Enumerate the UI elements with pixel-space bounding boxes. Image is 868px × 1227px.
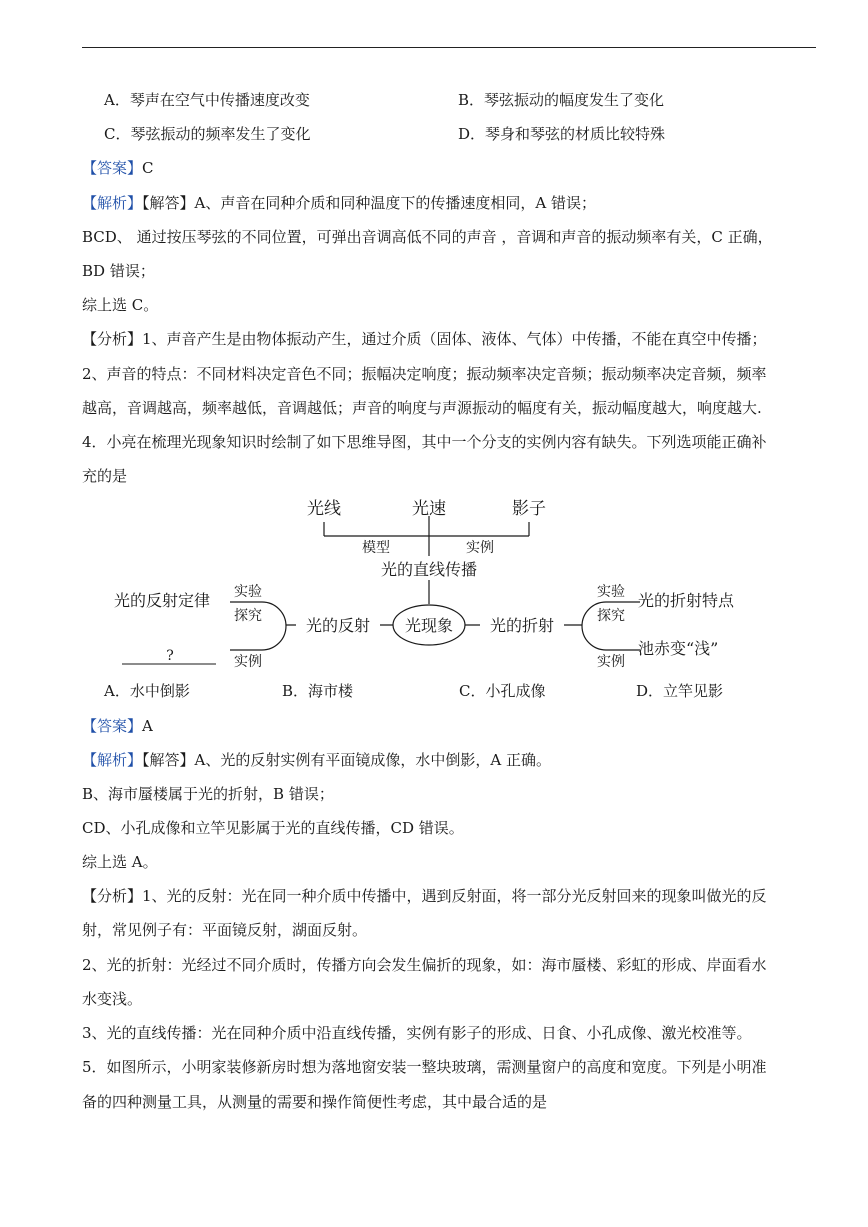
reflection-node: 光的反射 xyxy=(305,616,371,635)
q4-option-a: A．水中倒影 xyxy=(104,682,190,700)
q3-answer xyxy=(82,158,154,178)
blank-question-mark: ? xyxy=(166,648,174,664)
q4-solution-line-1 xyxy=(82,750,551,770)
pool-shallow-node: 池赤变“浅” xyxy=(638,639,719,658)
left-example-label: 实例 xyxy=(234,654,262,670)
q3-option-a: A．琴声在空气中传播速度改变 xyxy=(104,91,310,109)
q3-analysis-line-1: 【分析】1、声音产生是由物体振动产生，通过介质（固体、液体、气体）中传播，不能在真空中传播； xyxy=(82,330,767,348)
right-experiment-label: 实验 xyxy=(597,584,625,600)
q3-option-b: B．琴弦振动的幅度发生了变化 xyxy=(458,91,665,109)
top-node-light-ray: 光线 xyxy=(307,499,341,519)
right-explore-label: 探究 xyxy=(597,608,625,624)
straight-propagation-node: 光的直线传播 xyxy=(380,560,478,579)
header-rule xyxy=(82,47,816,48)
answer-value: A xyxy=(142,717,153,735)
q4-solution-line-3: CD、小孔成像和立竿见影属于光的直线传播，CD 错误。 xyxy=(82,819,464,837)
q4-option-d: D．立竿见影 xyxy=(636,682,724,700)
top-node-light-speed: 光速 xyxy=(412,499,446,519)
analysis-tag: 【解析】 xyxy=(82,194,143,212)
analysis-tag: 【解析】 xyxy=(82,751,143,769)
answer-tag: 【答案】 xyxy=(82,717,143,735)
top-node-shadow: 影子 xyxy=(512,499,546,519)
q3-solution-line-1 xyxy=(82,193,596,213)
reflection-law-node: 光的反射定律 xyxy=(114,591,211,610)
q3-solution-line-2: BCD、 通过按压琴弦的不同位置，可弹出音调高低不同的声音 ，音调和声音的振动频率有关，C 正确， xyxy=(82,228,773,246)
answer-value: C xyxy=(142,159,154,177)
q3-analysis-line-3: 越高，音调越高，频率越低，音调越低；声音的响度与声源振动的幅度有关，振动幅度越大，响度越大. xyxy=(82,399,762,417)
q5-stem-line-2: 备的四种测量工具，从测量的需要和操作简便性考虑，其中最合适的是 xyxy=(82,1093,548,1111)
label-example-top: 实例 xyxy=(466,540,494,556)
refraction-node: 光的折射 xyxy=(489,616,555,635)
solution-text: 【解答】A、声音在同种介质和同种温度下的传播速度相同，A 错误； xyxy=(142,194,596,212)
q4-solution-line-2: B、海市蜃楼属于光的折射，B 错误； xyxy=(82,785,334,803)
q4-stem-line-1: 4．小亮在梳理光现象知识时绘制了如下思维导图，其中一个分支的实例内容有缺失。下列选项能正确补 xyxy=(82,433,767,451)
label-model: 模型 xyxy=(362,540,390,556)
q3-solution-line-3: BD 错误； xyxy=(82,262,155,280)
q4-analysis-line-2: 射，常见例子有：平面镜反射，湖面反射。 xyxy=(82,921,368,939)
q3-conclusion: 综上选 C。 xyxy=(82,296,159,314)
q3-option-c: C．琴弦振动的频率发生了变化 xyxy=(104,125,311,143)
q4-analysis-line-4: 水变浅。 xyxy=(82,990,143,1008)
left-explore-label: 探究 xyxy=(234,608,262,624)
q5-stem-line-1: 5．如图所示，小明家装修新房时想为落地窗安装一整块玻璃，需测量窗户的高度和宽度。下列是小明准 xyxy=(82,1058,767,1076)
q4-conclusion: 综上选 A。 xyxy=(82,853,158,871)
left-experiment-label: 实验 xyxy=(234,584,262,600)
q3-analysis-line-2: 2、声音的特点：不同材料决定音色不同；振幅决定响度；振动频率决定音频；振动频率决定音频，频率 xyxy=(82,365,767,383)
q4-stem-line-2: 充的是 xyxy=(82,467,128,485)
right-example-label: 实例 xyxy=(597,654,625,670)
q4-option-b: B．海市楼 xyxy=(282,682,354,700)
top-bracket xyxy=(324,516,529,556)
q4-option-c: C．小孔成像 xyxy=(459,682,546,700)
solution-text: 【解答】A、光的反射实例有平面镜成像，水中倒影，A 正确。 xyxy=(142,751,551,769)
q4-analysis-line-3: 2、光的折射：光经过不同介质时，传播方向会发生偏折的现象，如：海市蜃楼、彩虹的形成、岸面看水 xyxy=(82,956,767,974)
answer-tag: 【答案】 xyxy=(82,159,143,177)
refraction-feature-node: 光的折射特点 xyxy=(638,591,735,610)
q3-option-d: D．琴身和琴弦的材质比较特殊 xyxy=(458,125,666,143)
q4-answer xyxy=(82,716,153,736)
mind-map-diagram xyxy=(100,492,800,674)
q4-analysis-line-1: 【分析】1、光的反射：光在同一种介质中传播中，遇到反射面，将一部分光反射回来的现象叫做光的反 xyxy=(82,887,767,905)
q4-analysis-line-5: 3、光的直线传播：光在同种介质中沿直线传播，实例有影子的形成、日食、小孔成像、激光校准等。 xyxy=(82,1024,752,1042)
center-node-light-phenomena: 光现象 xyxy=(404,616,454,635)
